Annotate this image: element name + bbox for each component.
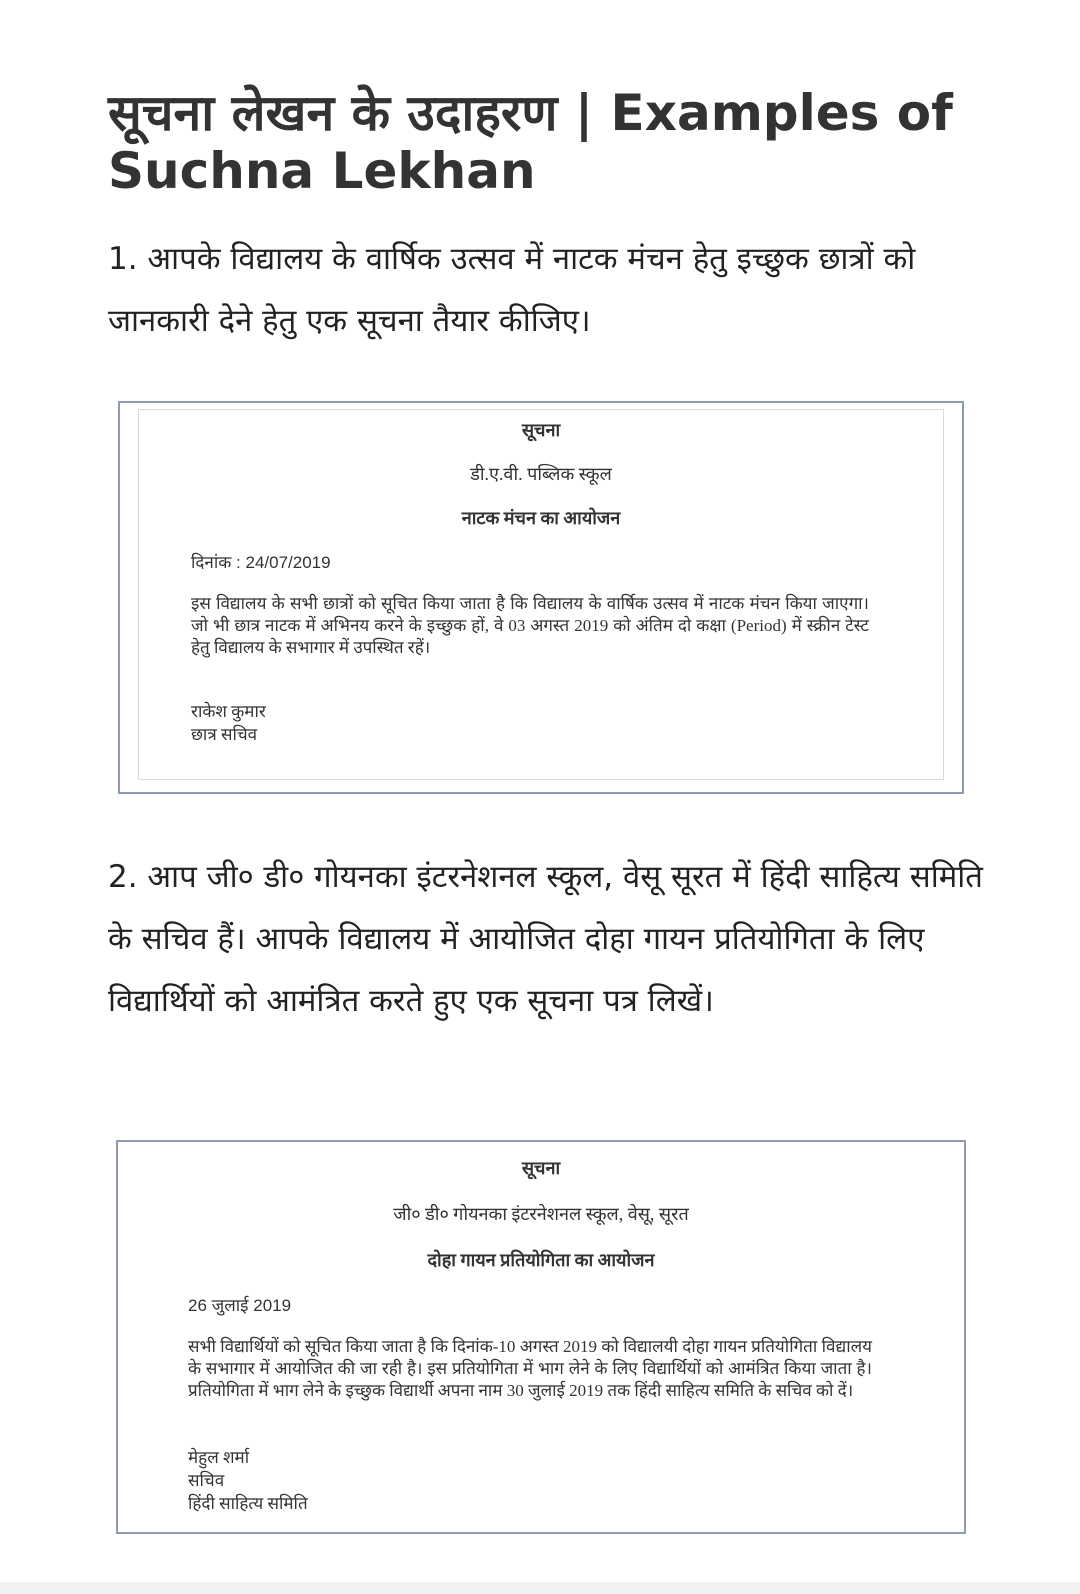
bottom-divider xyxy=(0,1582,1080,1594)
notice-body: सभी विद्यार्थियों को सूचित किया जाता है कि दिनांक-10 अगस्त 2019 को विद्यालयी दोहा गायन प्रतियोगिता विद्यालय के सभागार में आयोजित की जा रही है। इस प्रतियोगिता में भाग लेने के लिए विद्यार्थियों को आमंत्रित किया जाता है। प्रतियोगिता में भाग लेने के इच्छुक विद्यार्थी अपना नाम 30 जुलाई 2019 तक हिंदी साहित्य समिति के सचिव को दें। xyxy=(188,1337,872,1400)
signatory-name: राकेश कुमार xyxy=(191,702,266,721)
notice-image-2 xyxy=(116,1140,966,1534)
notice-subject: दोहा गायन प्रतियोगिता का आयोजन xyxy=(427,1250,655,1270)
notice-school: जी० डी० गोयनका इंटरनेशनल स्कूल, वेसू, सूरत xyxy=(393,1204,689,1224)
notice-image-1 xyxy=(118,401,964,794)
notice-signature xyxy=(188,1446,308,1515)
notice-frame xyxy=(138,409,944,780)
signatory-name: मेहुल शर्मा xyxy=(188,1448,250,1467)
notice-heading: सूचना xyxy=(521,420,561,440)
question-1: 1. आपके विद्यालय के वार्षिक उत्सव में नाटक मंचन हेतु इच्छुक छात्रों को जानकारी देने हेतु एक सूचना तैयार कीजिए। xyxy=(108,241,916,339)
signatory-designation: छात्र सचिव xyxy=(191,725,258,744)
notice-subject: नाटक मंचन का आयोजन xyxy=(461,508,621,528)
question-2: 2. आप जी० डी० गोयनका इंटरनेशनल स्कूल, वेसू सूरत में हिंदी साहित्य समिति के सचिव हैं। आपके विद्यालय में आयोजित दोहा गायन प्रतियोगिता के लिए विद्यार्थियों को आमंत्रित करते हुए एक सूचना पत्र लिखें। xyxy=(108,859,983,1019)
page-title: सूचना लेखन के उदाहरण | Examples of Suchna Lekhan xyxy=(108,84,953,200)
signatory-designation: सचिव xyxy=(188,1471,225,1490)
notice-heading: सूचना xyxy=(521,1158,561,1178)
notice-date: 26 जुलाई 2019 xyxy=(188,1296,292,1315)
signatory-org: हिंदी साहित्य समिति xyxy=(188,1494,308,1513)
notice-signature xyxy=(191,700,266,746)
notice-date: दिनांक : 24/07/2019 xyxy=(191,553,331,572)
notice-body: इस विद्यालय के सभी छात्रों को सूचित किया जाता है कि विद्यालय के वार्षिक उत्सव में नाटक मंचन किया जाएगा। जो भी छात्र नाटक में अभिनय करने के इच्छुक हों, वे 03 अगस्त 2019 को अंतिम दो कक्षा (Period) में स्क्रीन टेस्ट हेतु विद्यालय के सभागार में उपस्थित रहें। xyxy=(191,594,869,657)
notice-frame xyxy=(136,1148,946,1520)
notice-school: डी.ए.वी. पब्लिक स्कूल xyxy=(470,464,612,484)
